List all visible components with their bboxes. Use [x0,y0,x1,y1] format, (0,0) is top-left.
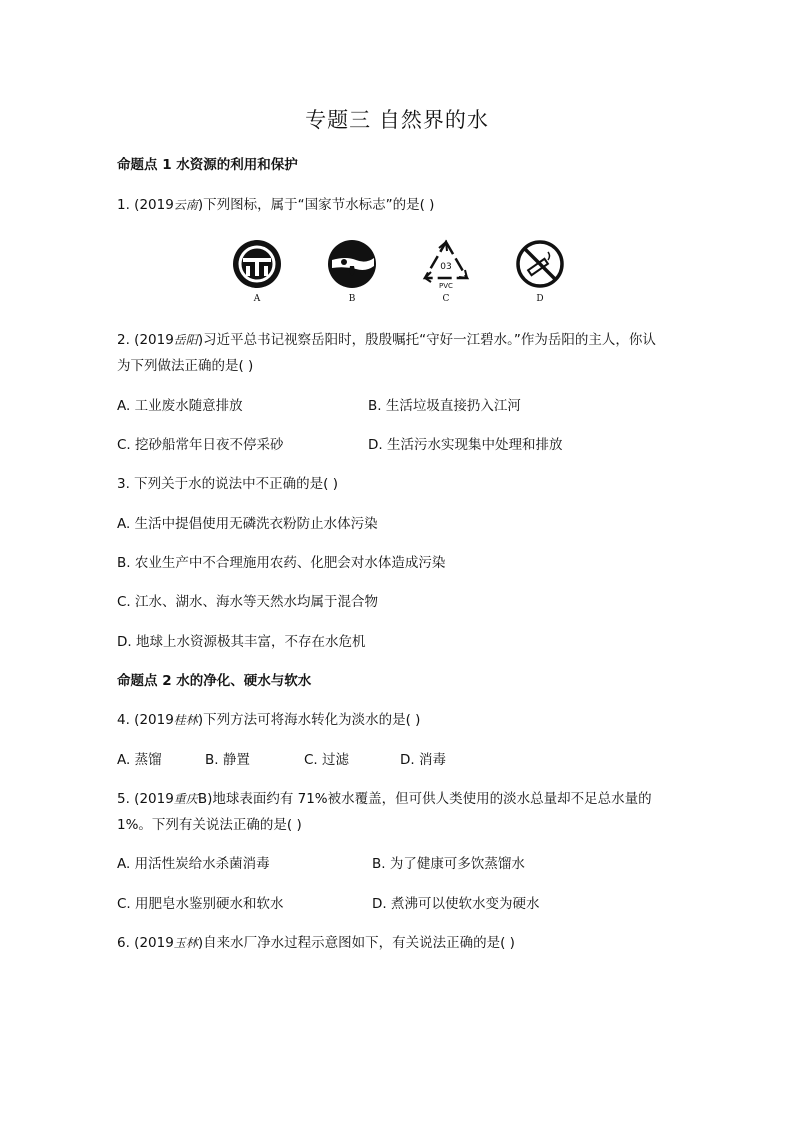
question-source: 桂林 [173,713,198,727]
option-d-figure [513,238,567,304]
section-heading-2: 命题点 2 水的净化、硬水与软水 [117,673,312,689]
water-drop-hand-icon [326,238,378,290]
option-c: C. 过滤 [304,752,350,768]
no-smoking-icon [514,238,566,290]
option-c: C. 江水、湖水、海水等天然水均属于混合物 [117,594,379,610]
question-number: 4. (2019 [117,712,174,728]
page-title: 专题三 自然界的水 [305,108,489,132]
option-b-figure [325,238,379,304]
option-a-figure [230,238,284,304]
question-4 [117,711,420,729]
option-a: A. 工业废水随意排放 [117,398,243,414]
option-label: B [348,294,356,304]
question-6 [117,934,515,952]
option-label: C [442,294,450,304]
option-c: C. 用肥皂水鉴别硬水和软水 [117,896,284,912]
question-number: 1. (2019 [117,197,174,213]
question-source: 玉林 [173,936,198,950]
option-d: D. 生活污水实现集中处理和排放 [368,437,563,453]
question-number: 5. (2019 [117,791,174,807]
option-d: D. 煮沸可以使软水变为硬水 [372,896,540,912]
question-2 [117,331,656,349]
question-text: )下列方法可将海水转化为淡水的是( ) [197,712,421,728]
option-c: C. 挖砂船常年日夜不停采砂 [117,437,284,453]
question-text: B)地球表面约有 71%被水覆盖，但可供人类使用的淡水总量却不足总水量的 [197,791,652,807]
recycling-03-pvc-icon [419,238,473,290]
question-1 [117,196,434,214]
option-b: B. 为了健康可多饮蒸馏水 [372,856,525,872]
question-3: 3. 下列关于水的说法中不正确的是( ) [117,476,338,492]
question-text: )习近平总书记视察岳阳时，殷殷嘱托“守好一江碧水。”作为岳阳的主人，你认 [197,332,656,348]
question-number: 6. (2019 [117,935,174,951]
question-source: 云南 [173,198,198,212]
option-label: A [253,294,261,304]
option-c-figure [419,238,473,304]
question-5-line-2: 1%。下列有关说法正确的是( ) [117,817,302,833]
question-2-line-2: 为下列做法正确的是( ) [117,358,254,374]
option-label: D [536,294,544,304]
question-text: )自来水厂净水过程示意图如下，有关说法正确的是( ) [197,935,515,951]
question-source: 岳阳 [173,333,198,347]
option-d: D. 消毒 [400,752,446,768]
recycle-material: PVC [439,282,453,290]
question-number: 2. (2019 [117,332,174,348]
recycle-code: 03 [440,262,452,272]
option-a: A. 生活中提倡使用无磷洗衣粉防止水体污染 [117,516,378,532]
question-5 [117,790,652,808]
section-heading-1: 命题点 1 水资源的利用和保护 [117,157,298,173]
option-b: B. 农业生产中不合理施用农药、化肥会对水体造成污染 [117,555,446,571]
question-text: )下列图标，属于“国家节水标志”的是( ) [197,197,435,213]
option-d: D. 地球上水资源极其丰富，不存在水危机 [117,634,366,650]
water-saving-symbol-icon [231,238,283,290]
option-a: A. 用活性炭给水杀菌消毒 [117,856,270,872]
icon-options-row [0,238,794,308]
question-source: 重庆 [173,792,198,806]
option-b: B. 生活垃圾直接扔入江河 [368,398,521,414]
option-a: A. 蒸馏 [117,752,162,768]
option-b: B. 静置 [205,752,250,768]
